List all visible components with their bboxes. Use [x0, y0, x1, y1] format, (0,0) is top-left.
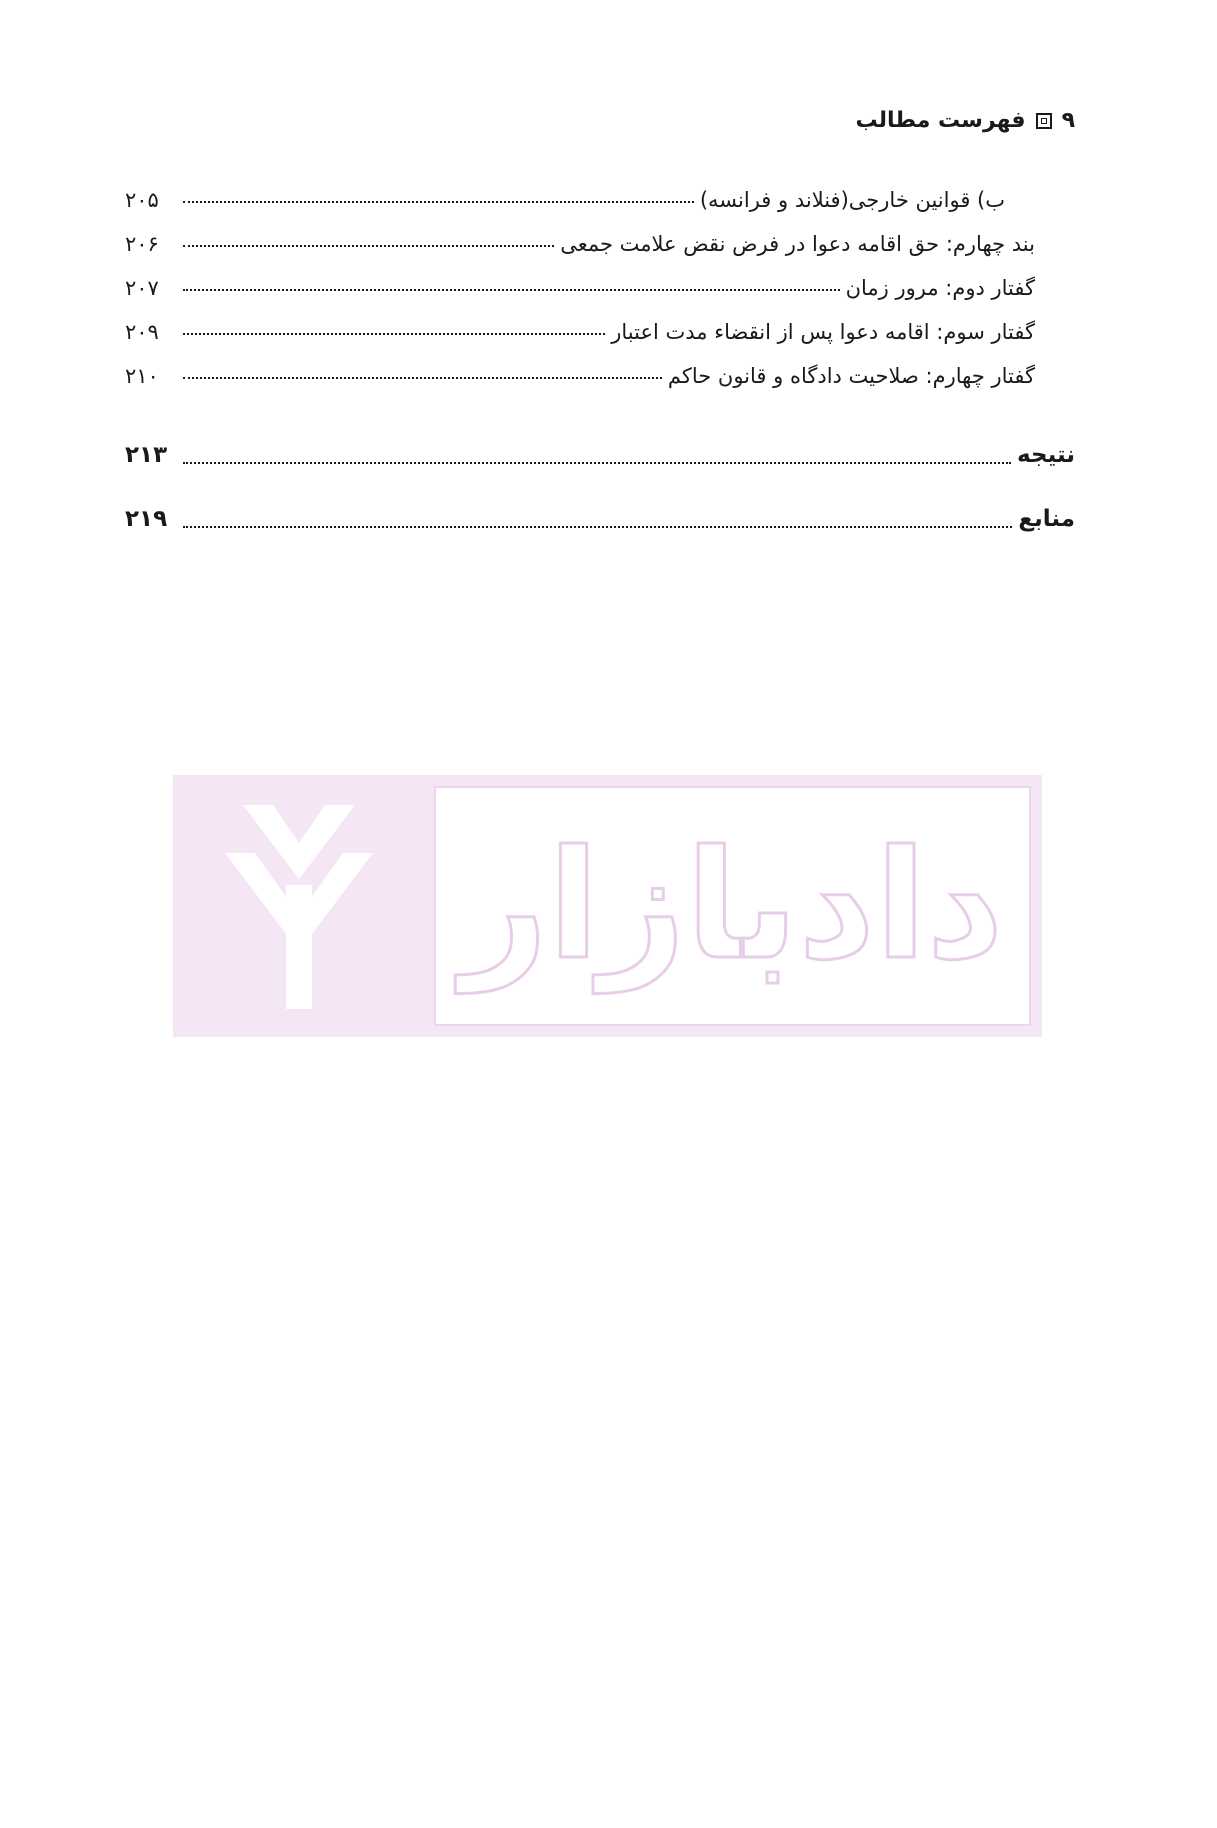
- toc-leader-dots: [183, 462, 1011, 464]
- toc-entry[interactable]: [125, 320, 1075, 364]
- watermark-text: دادبازار: [461, 819, 1004, 993]
- toc-entry-page: ۲۱۰: [125, 364, 159, 388]
- toc-entry[interactable]: [125, 232, 1075, 276]
- toc-entry-page: ۲۰۷: [125, 276, 159, 300]
- toc-entry-title: گفتار چهارم: صلاحیت دادگاه و قانون حاکم: [667, 364, 1035, 388]
- toc-leader-dots: [183, 245, 554, 247]
- toc-entry-title: نتیجه: [1017, 442, 1075, 468]
- watermark-logo: [173, 775, 1042, 1037]
- toc-entry-title: گفتار دوم: مرور زمان: [845, 276, 1035, 300]
- toc-entry-page: ۲۱۳: [125, 442, 168, 468]
- toc-entry[interactable]: [125, 364, 1075, 408]
- toc-entry-page: ۲۰۹: [125, 320, 159, 344]
- toc-entry-page: ۲۰۶: [125, 232, 159, 256]
- toc-leader-dots: [183, 377, 662, 379]
- toc-leader-dots: [183, 526, 1012, 528]
- toc-entry-page: ۲۱۹: [125, 506, 168, 532]
- toc-entry[interactable]: [125, 188, 1075, 232]
- table-of-contents: [125, 188, 1075, 536]
- toc-entry-title: گفتار سوم: اقامه دعوا پس از انقضاء مدت اعتبار: [611, 320, 1035, 344]
- toc-entry-title: منابع: [1018, 506, 1075, 532]
- toc-entry-page: ۲۰۵: [125, 188, 159, 212]
- header-page-number: ۹: [1061, 108, 1075, 133]
- toc-entry[interactable]: [125, 276, 1075, 320]
- toc-entry-major[interactable]: [125, 472, 1075, 536]
- toc-entry-title: ب) قوانین خارجی(فنلاند و فرانسه): [699, 188, 1005, 212]
- toc-leader-dots: [183, 201, 694, 203]
- toc-leader-dots: [183, 289, 840, 291]
- toc-entry-major[interactable]: [125, 408, 1075, 472]
- running-header: [125, 108, 1075, 133]
- toc-entry-title: بند چهارم: حق اقامه دعوا در فرض نقض علامت جمعی: [560, 232, 1035, 256]
- toc-leader-dots: [183, 333, 605, 335]
- square-bullet-icon: [1036, 113, 1052, 129]
- header-title: فهرست مطالب: [855, 108, 1026, 133]
